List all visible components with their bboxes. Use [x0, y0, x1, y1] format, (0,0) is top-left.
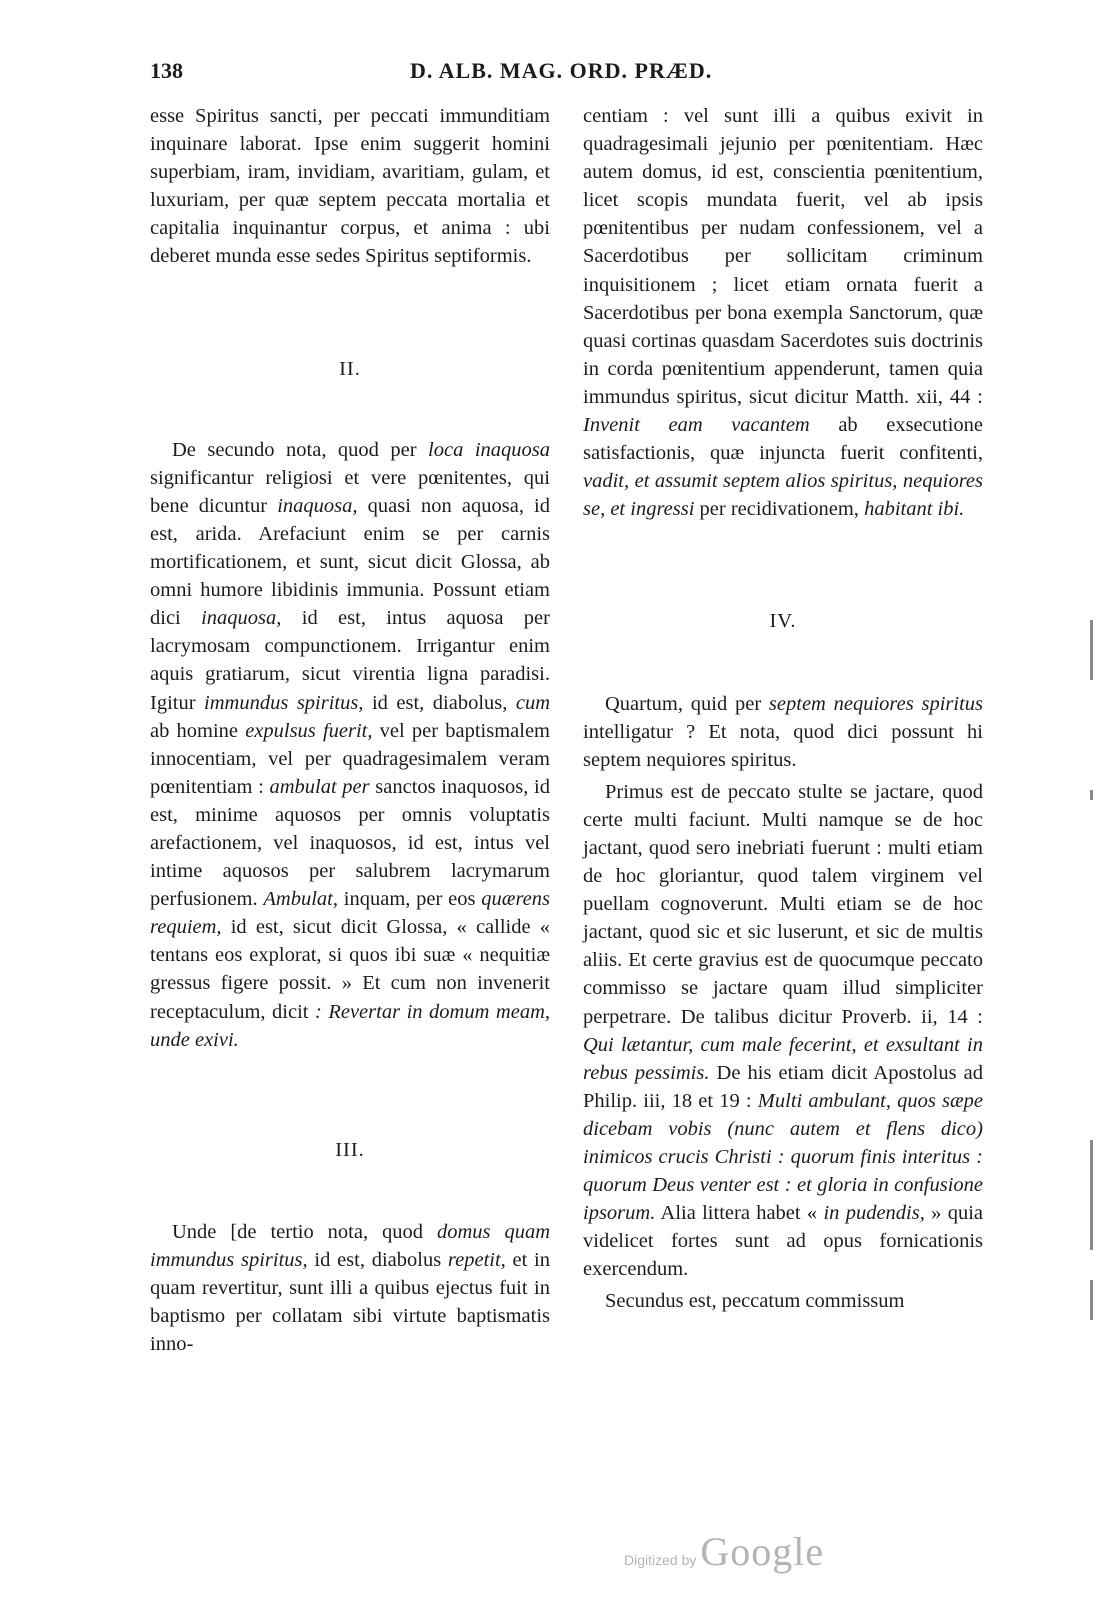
edge-mark — [1090, 1140, 1093, 1250]
text-run: et in quam revertitur, sunt illi a quibus ejectus fuit in baptismo per collatam sibi virtute baptismatis inno- — [150, 1248, 550, 1356]
italic-text: Qui lætantur, cum male fecerint, et exsultant in rebus pessimis. — [583, 1033, 983, 1084]
text-run: ab exsecutione satisfactionis, quæ injuncta fuerit confitenti, — [583, 414, 983, 465]
text-run: significantur religiosi et vere pœnitentes, qui bene dicuntur — [150, 466, 550, 517]
italic-text: Ambulat, — [263, 888, 338, 911]
paragraph — [583, 102, 983, 523]
italic-text: ambulat per — [269, 775, 370, 798]
paragraph — [150, 102, 550, 271]
text-run: Quartum, quid per — [605, 692, 769, 715]
italic-text: septem nequiores spiritus — [768, 692, 983, 715]
text-run: » quia videlicet fortes sunt ad opus fornicationis exercendum. — [583, 1202, 984, 1281]
text-run: Unde [de tertio nota, quod — [172, 1220, 437, 1243]
google-logo: Google — [700, 1529, 825, 1574]
right-column — [583, 102, 983, 1316]
italic-text: loca inaquosa — [428, 438, 550, 461]
text-run: Primus est de peccato stulte se jactare, quod certe multi faciunt. Multi namque se de hoc jactant, quod sero inebriati fuerunt : multi etiam de hoc gloriantur, quod talem virginem vel puellam cognoverunt. Multi etiam se de hoc jactant, quod sic et sic luserunt, et sic de multis aliis. Et certe gravius est de quocumque peccato commisso se jactare quam illud simpliciter perpetrare. De talibus dicitur Proverb. ii, 14 : — [583, 780, 983, 1028]
digitized-label: Digitized by — [624, 1552, 697, 1568]
left-column — [150, 102, 550, 1358]
text-run: sanctos inaquosos, id est, minime aquosos per omnis voluptatis arefactionem, vel inaquosos, id est, intus vel intime aquosos per salubrem lacrymarum perfusionem. — [150, 775, 550, 911]
italic-text: quærens requiem, — [150, 888, 550, 939]
paragraph — [583, 1287, 983, 1315]
italic-text: vadit, et assumit septem alios spiritus, nequiores se, et ingressi — [583, 470, 983, 521]
italic-text: domus quam immundus spiritus, — [150, 1220, 550, 1271]
text-run: Alia littera habet « — [655, 1202, 824, 1225]
paragraph — [583, 690, 983, 774]
edge-mark — [1090, 790, 1093, 800]
text-run: Secundus est, peccatum commissum — [605, 1290, 905, 1313]
page-edge-marks — [1090, 620, 1102, 1420]
italic-text: immundus spiritus, — [204, 691, 364, 714]
paragraph — [150, 436, 550, 1054]
italic-text: Multi ambulant, quos sæpe dicebam vobis (nunc autem et flens dico) inimicos crucis Christi : quorum finis interitus : quorum Deus venter est : et gloria in confusione ipsorum. — [583, 1089, 983, 1225]
page-number: 138 — [150, 58, 183, 83]
text-run: id est, diabolus, — [363, 691, 516, 714]
italic-text: inaquosa, — [277, 494, 358, 517]
italic-text: : Revertar in domum meam, unde exivi. — [150, 1000, 550, 1051]
text-run: intelligatur ? Et nota, quod dici possunt hi septem nequiores spiritus. — [583, 720, 983, 771]
text-run: ab homine — [150, 719, 246, 742]
edge-mark — [1090, 620, 1093, 680]
text-run: quasi non aquosa, id est, arida. Arefaciunt enim se per carnis mortificationem, et sunt, sicut dicit Glossa, ab omni humore libidinis immunia. Possunt etiam dici — [150, 494, 550, 630]
text-run: per recidivationem, — [694, 498, 865, 521]
italic-text: inaquosa, — [201, 607, 282, 630]
italic-text: expulsus fuerit, — [245, 719, 373, 742]
italic-text: in pudendis, — [823, 1202, 925, 1225]
text-run: De secundo nota, quod per — [172, 438, 429, 461]
text-run: id est, diabolus — [307, 1248, 448, 1271]
text-run: esse Spiritus sancti, per peccati immunditiam inquinare laborat. Ipse enim suggerit homini superbiam, iram, invidiam, avaritiam, gulam, et luxuriam, per quæ septem peccata mortalia et capitalia inquinantur corpus, et anima : ubi deberet munda esse sedes Spiritus septiformis. — [150, 105, 550, 268]
section-heading-iv: IV. — [769, 610, 797, 633]
text-run: centiam : vel sunt illi a quibus exivit in quadragesimali jejunio per pœnitentiam. Hæc autem domus, id est, conscientia pœnitentium, licet scopis mundata fuerit, vel ab ipsis pœnitentibus per nudam confessionem, vel a Sacerdotibus per sollicitam criminum inquisitionem ; licet etiam ornata fuerit a Sacerdotibus per bona exempla Sanctorum, quæ quasi cortinas quasdam Sacerdotes suis doctrinis in corda pœnitentium appenderunt, tamen quia immundus spiritus, sicut dicitur Matth. xii, 44 : — [583, 105, 983, 408]
text-run: id est, intus aquosa per lacrymosam compunctionem. Irrigantur enim aquis gratiarum, sicut virentia ligna paradisi. Igitur — [150, 607, 550, 714]
text-run: inquam, per eos — [337, 888, 482, 911]
italic-text: habitant ibi. — [864, 498, 965, 521]
paragraph — [583, 778, 983, 1284]
text-run: De his etiam dicit Apostolus ad Philip. iii, 18 et 19 : — [583, 1061, 983, 1112]
edge-mark — [1090, 1280, 1093, 1320]
paragraph — [150, 1218, 550, 1358]
italic-text: cum — [515, 691, 551, 714]
digitized-watermark — [624, 1528, 824, 1575]
text-run: vel per baptismalem innocentiam, vel per quadragesimalem veram pœnitentiam : — [150, 719, 550, 798]
italic-text: repetit, — [447, 1248, 506, 1271]
running-head: D. ALB. MAG. ORD. PRÆD. — [410, 58, 713, 83]
text-run: id est, sicut dicit Glossa, « callide « tentans eos explorat, si quos ibi suæ « nequitiæ gressus figere possit. » Et cum non invenerit receptaculum, dicit — [150, 916, 550, 1023]
section-heading-iii: III. — [335, 1138, 365, 1161]
italic-text: Invenit eam vacantem — [583, 414, 810, 437]
section-heading-ii: II. — [339, 357, 361, 380]
